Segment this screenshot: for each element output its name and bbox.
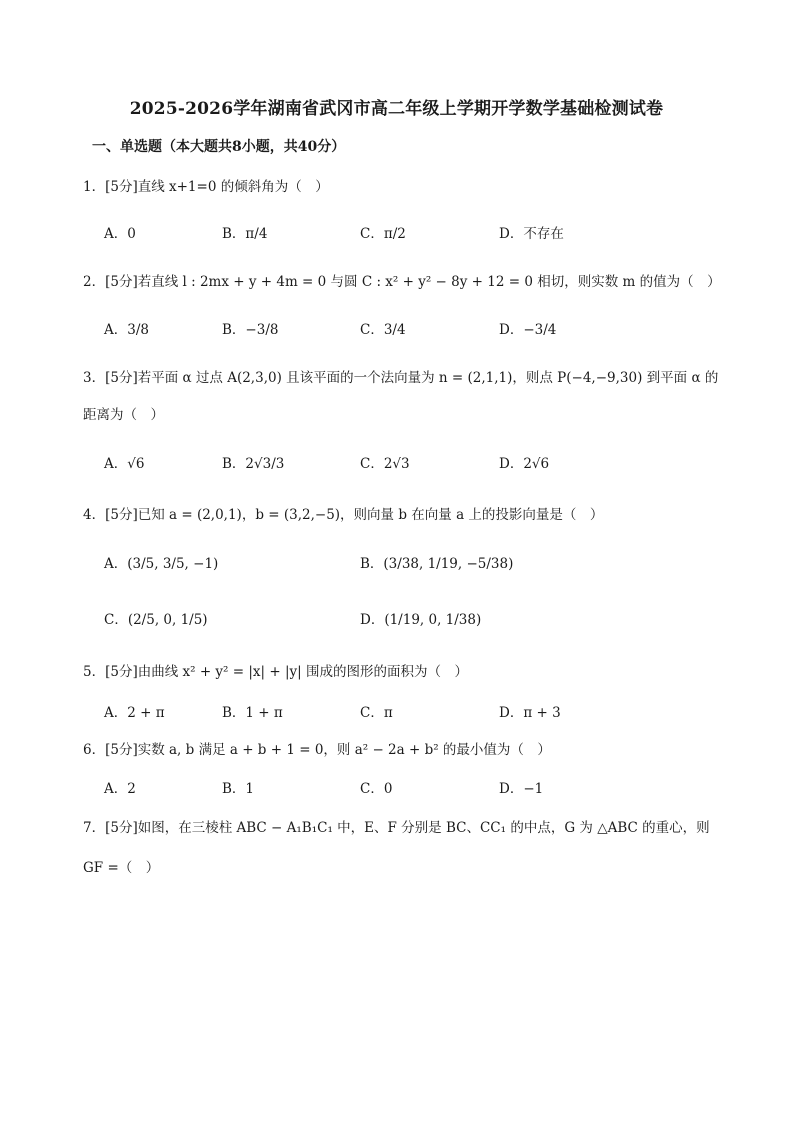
- q4-option-d: D．(1/19, 0, 1/38): [360, 612, 482, 628]
- question-3-stem-line1: 3．[5分]若平面 α 过点 A(2,3,0) 且该平面的一个法向量为 n = (2,1,1)，则点 P(−4,−9,30) 到平面 α 的: [83, 370, 719, 386]
- question-3-stem-line2: 距离为（ ）: [83, 407, 164, 423]
- section-heading: 一、单选题（本大题共8小题，共40分）: [92, 139, 346, 155]
- question-2-stem: 2．[5分]若直线 l : 2mx + y + 4m = 0 与圆 C : x² + y² − 8y + 12 = 0 相切，则实数 m 的值为（ ）: [83, 274, 721, 290]
- q2-option-b: B．−3/8: [222, 322, 279, 338]
- q1-option-a: A．0: [104, 226, 136, 242]
- page-title: 2025-2026学年湖南省武冈市高二年级上学期开学数学基础检测试卷: [129, 99, 664, 119]
- q1-option-d: D．不存在: [499, 226, 564, 242]
- q6-option-b: B．1: [222, 781, 255, 797]
- q6-option-a: A．2: [104, 781, 136, 797]
- q3-option-a: A．√6: [104, 456, 145, 472]
- q4-option-a: A．(3/5, 3/5, −1): [104, 556, 219, 572]
- question-6-stem: 6．[5分]实数 a, b 满足 a + b + 1 = 0，则 a² − 2a + b² 的最小值为（ ）: [83, 742, 551, 758]
- q5-option-c: C．π: [360, 705, 393, 721]
- q2-option-c: C．3/4: [360, 322, 406, 338]
- q2-option-d: D．−3/4: [499, 322, 557, 338]
- q3-option-b: B．2√3/3: [222, 456, 285, 472]
- q6-option-d: D．−1: [499, 781, 544, 797]
- question-7-stem-line2: GF =（ ）: [83, 860, 160, 876]
- q1-option-b: B．π/4: [222, 226, 268, 242]
- q2-option-a: A．3/8: [104, 322, 149, 338]
- question-7-stem-line1: 7．[5分]如图，在三棱柱 ABC − A₁B₁C₁ 中，E、F 分别是 BC、CC₁ 的中点，G 为 △ABC 的重心，则: [83, 820, 710, 836]
- q1-option-c: C．π/2: [360, 226, 406, 242]
- question-4-stem: 4．[5分]已知 a = (2,0,1)，b = (3,2,−5)，则向量 b 在向量 a 上的投影向量是（ ）: [83, 507, 604, 523]
- q5-option-b: B．1 + π: [222, 705, 283, 721]
- q3-option-c: C．2√3: [360, 456, 410, 472]
- question-1-stem: 1．[5分]直线 x+1=0 的倾斜角为（ ）: [83, 179, 329, 195]
- q3-option-d: D．2√6: [499, 456, 550, 472]
- q4-option-b: B．(3/38, 1/19, −5/38): [360, 556, 514, 572]
- q5-option-d: D．π + 3: [499, 705, 561, 721]
- question-5-stem: 5．[5分]由曲线 x² + y² = |x| + |y| 围成的图形的面积为（ ）: [83, 664, 468, 680]
- q4-option-c: C．(2/5, 0, 1/5): [104, 612, 208, 628]
- q6-option-c: C．0: [360, 781, 393, 797]
- q5-option-a: A．2 + π: [104, 705, 165, 721]
